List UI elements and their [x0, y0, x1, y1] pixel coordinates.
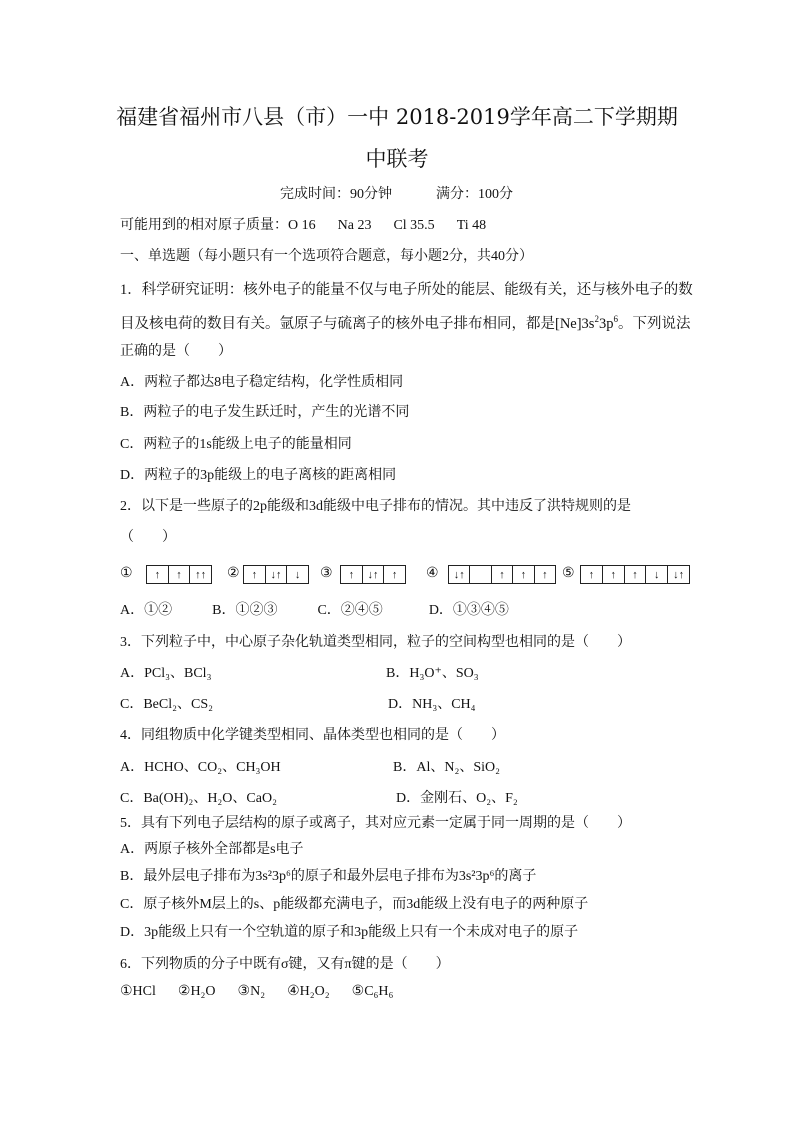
orbital-cell: ↓ — [294, 568, 301, 581]
q1-option-c[interactable]: C．两粒子的1s能级上电子的能量相同 — [120, 437, 352, 452]
orbital-cell: ↑ — [169, 566, 191, 583]
mass-na: Na 23 — [337, 218, 372, 233]
q3-option-d[interactable]: D．NH₃、CH₄ — [388, 697, 476, 712]
q3-option-c[interactable]: C．BeCl₂、CS₂ — [120, 697, 214, 712]
q5-option-a[interactable]: A．两原子核外全部都是s电子 — [120, 842, 304, 857]
orbital-cell: ↑ — [341, 566, 363, 583]
orbital-cell: ↑ — [603, 566, 625, 583]
orbital-cell: ↓↑ — [363, 566, 385, 583]
orbital-cell: ↑↑ — [195, 568, 207, 581]
q5-option-c[interactable]: C．原子核外M层上的s、p能级都充满电子，而3d能级上没有电子的两种原子 — [120, 897, 589, 912]
title-line-1: 福建省福州市八县（市）一中 2018-2019学年高二下学期期 — [116, 105, 678, 129]
q2-options — [120, 604, 509, 618]
mass-cl: Cl 35.5 — [393, 218, 435, 233]
q3-stem: 3．下列粒子中，中心原子杂化轨道类型相同，粒子的空间构型也相同的是（ ） — [120, 635, 631, 650]
orbital-cell: ↑ — [492, 566, 513, 583]
diagram-label: ⑤ — [562, 566, 575, 581]
orbital-box-group — [580, 565, 690, 584]
q4-option-d[interactable]: D．金刚石、O₂、F₂ — [396, 791, 518, 806]
exam-time: 完成时间：90分钟 — [280, 187, 392, 202]
q4-stem: 4．同组物质中化学键类型相同、晶体类型也相同的是（ ） — [120, 728, 505, 743]
q5-stem: 5．具有下列电子层结构的原子或离子，其对应元素一定属于同一周期的是（ ） — [120, 816, 631, 831]
orbital-cell: ↑ — [244, 566, 266, 583]
q5-option-b[interactable]: B．最外层电子排布为3s²3p⁶的原子和最外层电子排布为3s²3p⁶的离子 — [120, 869, 537, 884]
q6-item: ④H₂O₂ — [287, 984, 330, 999]
q4-option-c[interactable]: C．Ba(OH)₂、H₂O、CaO₂ — [120, 791, 277, 806]
orbital-cell: ↑ — [391, 568, 398, 581]
q6-stem: 6．下列物质的分子中既有σ键，又有π键的是（ ） — [120, 957, 450, 972]
orbital-cell: ↓↑ — [673, 568, 685, 581]
q2-option-d[interactable]: D．①③④⑤ — [428, 603, 509, 618]
orbital-box-group — [146, 565, 212, 584]
q6-items — [120, 985, 393, 999]
orbital-cell: ↑ — [542, 568, 548, 581]
mass-o: 可能用到的相对原子质量：O 16 — [120, 218, 316, 233]
q4-option-a[interactable]: A．HCHO、CO₂、CH₃OH — [120, 760, 281, 775]
orbital-cell: ↑ — [625, 566, 647, 583]
orbital-cell: ↓↑ — [449, 566, 470, 583]
diagram-label: ② — [227, 566, 240, 581]
q4-option-b[interactable]: B．Al、N₂、SiO₂ — [393, 760, 500, 775]
q2-option-c[interactable]: C．②④⑤ — [317, 603, 383, 618]
q2-stem-line-1: 2．以下是一些原子的2p能级和3d能级中电子排布的情况。其中违反了洪特规则的是 — [120, 499, 631, 514]
q1-text: 目及核电荷的数目有关。氩原子与硫离子的核外电子排布相同，都是[Ne]3s — [120, 315, 595, 332]
q1-stem-line-2 — [120, 315, 690, 331]
orbital-cell: ↓↑ — [266, 566, 288, 583]
q3-option-a[interactable]: A．PCl₃、BCl₃ — [120, 666, 212, 681]
orbital-cell: ↑ — [147, 566, 169, 583]
orbital-box-group — [448, 565, 556, 584]
q1-sup: 6 — [613, 314, 618, 324]
mass-ti: Ti 48 — [456, 218, 487, 233]
q2-stem-line-2: （ ） — [120, 530, 176, 545]
q2-option-b[interactable]: B．①②③ — [212, 603, 278, 618]
orbital-cell: ↑ — [513, 566, 534, 583]
q1-option-b[interactable]: B．两粒子的电子发生跃迁时，产生的光谱不同 — [120, 405, 410, 420]
orbital-cell: ↓ — [646, 566, 668, 583]
q1-sup: 2 — [594, 314, 599, 324]
q6-item: ①HCl — [120, 984, 156, 999]
q6-item: ②H₂O — [177, 984, 216, 999]
q2-option-a[interactable]: A．①② — [120, 603, 173, 618]
orbital-box-group — [340, 565, 406, 584]
orbital-box-group — [243, 565, 309, 584]
q6-item: ③N₂ — [237, 984, 266, 999]
q1-option-a[interactable]: A．两粒子都达8电子稳定结构，化学性质相同 — [120, 375, 404, 390]
q5-option-d[interactable]: D．3p能级上只有一个空轨道的原子和3p能级上只有一个未成对电子的原子 — [120, 925, 579, 940]
q1-stem-line-3: 正确的是（ ） — [120, 344, 232, 359]
q1-text: 。下列说法 — [617, 315, 691, 332]
title-line-2: 中联考 — [365, 147, 429, 171]
diagram-label: ① — [120, 566, 133, 581]
q1-text: 3p — [598, 315, 614, 332]
orbital-cell: ↑ — [581, 566, 603, 583]
orbital-cell — [470, 566, 491, 583]
q1-option-d[interactable]: D．两粒子的3p能级上的电子离核的距离相同 — [120, 468, 397, 483]
q1-stem-line-1: 1．科学研究证明：核外电子的能量不仅与电子所处的能层、能级有关，还与核外电子的数 — [120, 282, 693, 298]
q6-item: ⑤C₆H₆ — [351, 984, 394, 999]
diagram-label: ④ — [426, 566, 439, 581]
section-heading: 一、单选题（每小题只有一个选项符合题意，每小题2分，共40分） — [120, 249, 533, 264]
atomic-masses — [120, 219, 486, 233]
exam-score: 满分：100分 — [436, 187, 513, 202]
diagram-label: ③ — [320, 566, 333, 581]
q3-option-b[interactable]: B．H₃O⁺、SO₃ — [386, 666, 479, 681]
